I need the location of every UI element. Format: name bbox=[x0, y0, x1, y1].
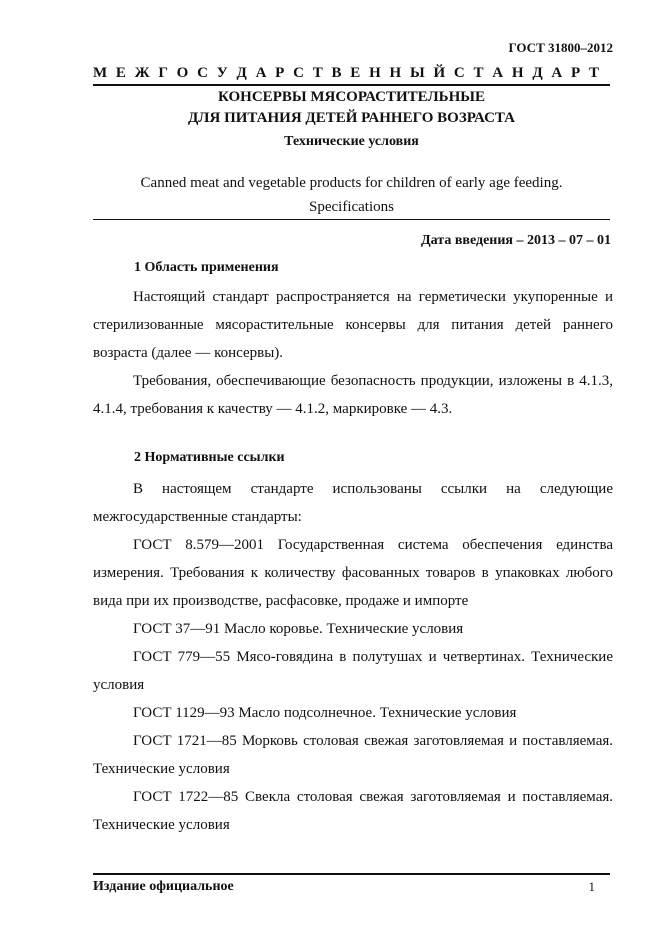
reference-gost-1722: ГОСТ 1722—85 Свекла столовая свежая заготовляемая и поставляемая. Технические условия bbox=[93, 789, 613, 833]
reference-gost-8-579: ГОСТ 8.579—2001 Государственная система обеспечения единства измерения. Требования к количеству фасованных товаров в упаковках любого вида при их производстве, расфасовке, продаже и импорте bbox=[93, 537, 613, 609]
section-1-paragraph-1: Настоящий стандарт распространяется на герметически укупоренные и стерилизованные мясорастительные консервы для питания детей раннего возраста (далее — консервы). bbox=[93, 289, 613, 361]
reference-gost-779: ГОСТ 779—55 Мясо-говядина в полутушах и четвертинах. Технические условия bbox=[93, 649, 613, 693]
subtitle: Технические условия bbox=[284, 134, 419, 149]
footer-divider bbox=[93, 873, 610, 875]
title-line-1: КОНСЕРВЫ МЯСОРАСТИТЕЛЬНЫЕ bbox=[218, 89, 485, 105]
top-divider bbox=[93, 84, 610, 86]
reference-gost-1129: ГОСТ 1129—93 Масло подсолнечное. Технические условия bbox=[133, 705, 517, 721]
section-1-heading: 1 Область применения bbox=[134, 260, 279, 275]
section-1-paragraph-2: Требования, обеспечивающие безопасность продукции, изложены в 4.1.3, 4.1.4, требования к качеству — 4.1.2, маркировке — 4.3. bbox=[93, 373, 613, 417]
title-line-2: ДЛЯ ПИТАНИЯ ДЕТЕЙ РАННЕГО ВОЗРАСТА bbox=[187, 110, 516, 126]
english-title-line-1: Canned meat and vegetable products for children of early age feeding. bbox=[140, 175, 563, 191]
official-edition-label: Издание официальное bbox=[93, 879, 234, 894]
page-number: 1 bbox=[588, 879, 595, 894]
interstate-standard-label: М Е Ж Г О С У Д А Р С Т В Е Н Н Ы Й С Т А Н Д А Р Т bbox=[93, 65, 600, 81]
middle-divider bbox=[93, 219, 610, 220]
section-2-heading: 2 Нормативные ссылки bbox=[134, 450, 285, 465]
introduction-date: Дата введения – 2013 – 07 – 01 bbox=[421, 233, 611, 248]
section-2-paragraph-1: В настоящем стандарте использованы ссылки на следующие межгосударственные стандарты: bbox=[93, 481, 613, 525]
reference-gost-1721: ГОСТ 1721—85 Морковь столовая свежая заготовляемая и поставляемая. Технические условия bbox=[93, 733, 613, 777]
reference-gost-37: ГОСТ 37—91 Масло коровье. Технические условия bbox=[133, 621, 464, 637]
english-title-line-2: Specifications bbox=[309, 199, 394, 215]
document-number: ГОСТ 31800–2012 bbox=[508, 40, 613, 55]
